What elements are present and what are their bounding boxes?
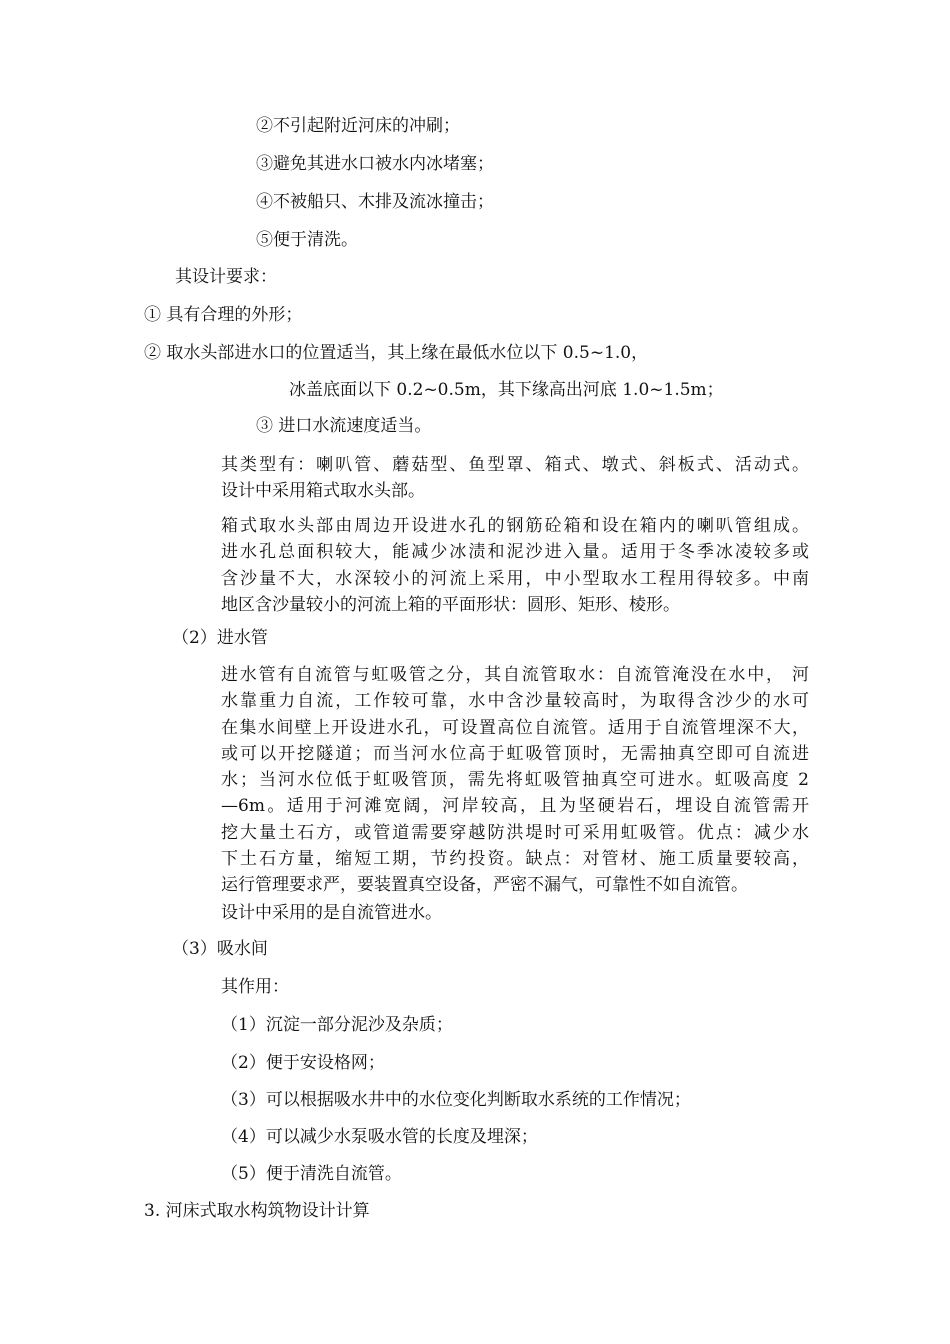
types-paragraph — [221, 452, 809, 505]
function-item: （1）沉淀一部分泥沙及杂质； — [221, 1015, 453, 1035]
section-heading-inlet-pipe: （2）进水管 — [172, 628, 268, 648]
paragraph-line: 运行管理要求严，要装置真空设备，严密不漏气，可靠性不如自流管。 — [221, 875, 748, 896]
goal-item: ②不引起附近河床的冲刷； — [256, 116, 460, 136]
goal-item: ⑤便于清洗。 — [256, 230, 358, 250]
function-heading: 其作用： — [221, 977, 289, 997]
paragraph-line: 下土石方量，缩短工期，节约投资。缺点：对管材、施工质量要较高， — [221, 849, 809, 870]
paragraph-line: 水靠重力自流，工作较可靠，水中含沙量较高时，为取得含沙少的水可 — [221, 691, 809, 712]
requirement-item: ① 具有合理的外形； — [144, 305, 303, 325]
goal-item: ④不被船只、木排及流冰撞击； — [256, 192, 494, 212]
section-heading-design-calculation: 3. 河床式取水构筑物设计计算 — [144, 1201, 370, 1221]
goal-item: ③避免其进水口被水内冰堵塞； — [256, 154, 494, 174]
paragraph-line: 在集水间壁上开设进水孔，可设置高位自流管。适用于自流管埋深不大， — [221, 717, 809, 738]
requirements-heading: 其设计要求： — [175, 267, 277, 287]
function-item: （2）便于安设格网； — [221, 1053, 385, 1073]
requirement-item: ③ 进口水流速度适当。 — [256, 416, 432, 436]
section-heading-suction-well: （3）吸水间 — [172, 939, 268, 959]
function-item: （5）便于清洗自流管。 — [221, 1164, 402, 1184]
paragraph-line: 含沙量不大，水深较小的河流上采用，中小型取水工程用得较多。中南 — [221, 568, 809, 589]
paragraph-line: 挖大量土石方，或管道需要穿越防洪堤时可采用虹吸管。优点：减少水 — [221, 822, 809, 843]
function-item: （3）可以根据吸水井中的水位变化判断取水系统的工作情况； — [221, 1090, 691, 1110]
requirement-item-continued: 冰盖底面以下 0.2~0.5m，其下缘高出河底 1.0~1.5m； — [289, 380, 724, 400]
paragraph-line: 水；当河水位低于虹吸管顶，需先将虹吸管抽真空可进水。虹吸高度 2 — [221, 770, 809, 791]
inlet-pipe-paragraph — [221, 662, 809, 899]
paragraph-line: 进水管有自流管与虹吸管之分，其自流管取水：自流管淹没在水中， 河 — [221, 665, 809, 685]
box-intake-paragraph — [221, 513, 809, 618]
paragraph-line: —6m。适用于河滩宽阔，河岸较高，且为坚硬岩石，埋设自流管需开 — [221, 796, 809, 817]
paragraph-line: 地区含沙量较小的河流上箱的平面形状：圆形、矩形、棱形。 — [221, 594, 680, 615]
paragraph-line: 其类型有：喇叭管、蘑菇型、鱼型罩、箱式、墩式、斜板式、活动式。 — [221, 455, 809, 475]
inlet-pipe-note: 设计中采用的是自流管进水。 — [221, 903, 442, 923]
paragraph-line: 进水孔总面积较大，能减少冰渍和泥沙进入量。适用于冬季冰凌较多或 — [221, 542, 809, 563]
requirement-item: ② 取水头部进水口的位置适当，其上缘在最低水位以下 0.5~1.0， — [144, 343, 649, 363]
paragraph-line: 箱式取水头部由周边开设进水孔的钢筋砼箱和设在箱内的喇叭管组成。 — [221, 516, 809, 536]
paragraph-line: 或可以开挖隧道；而当河水位高于虹吸管顶时，无需抽真空即可自流进 — [221, 743, 809, 764]
paragraph-line: 设计中采用箱式取水头部。 — [221, 481, 425, 502]
function-item: （4）可以减少水泵吸水管的长度及埋深； — [221, 1127, 538, 1147]
